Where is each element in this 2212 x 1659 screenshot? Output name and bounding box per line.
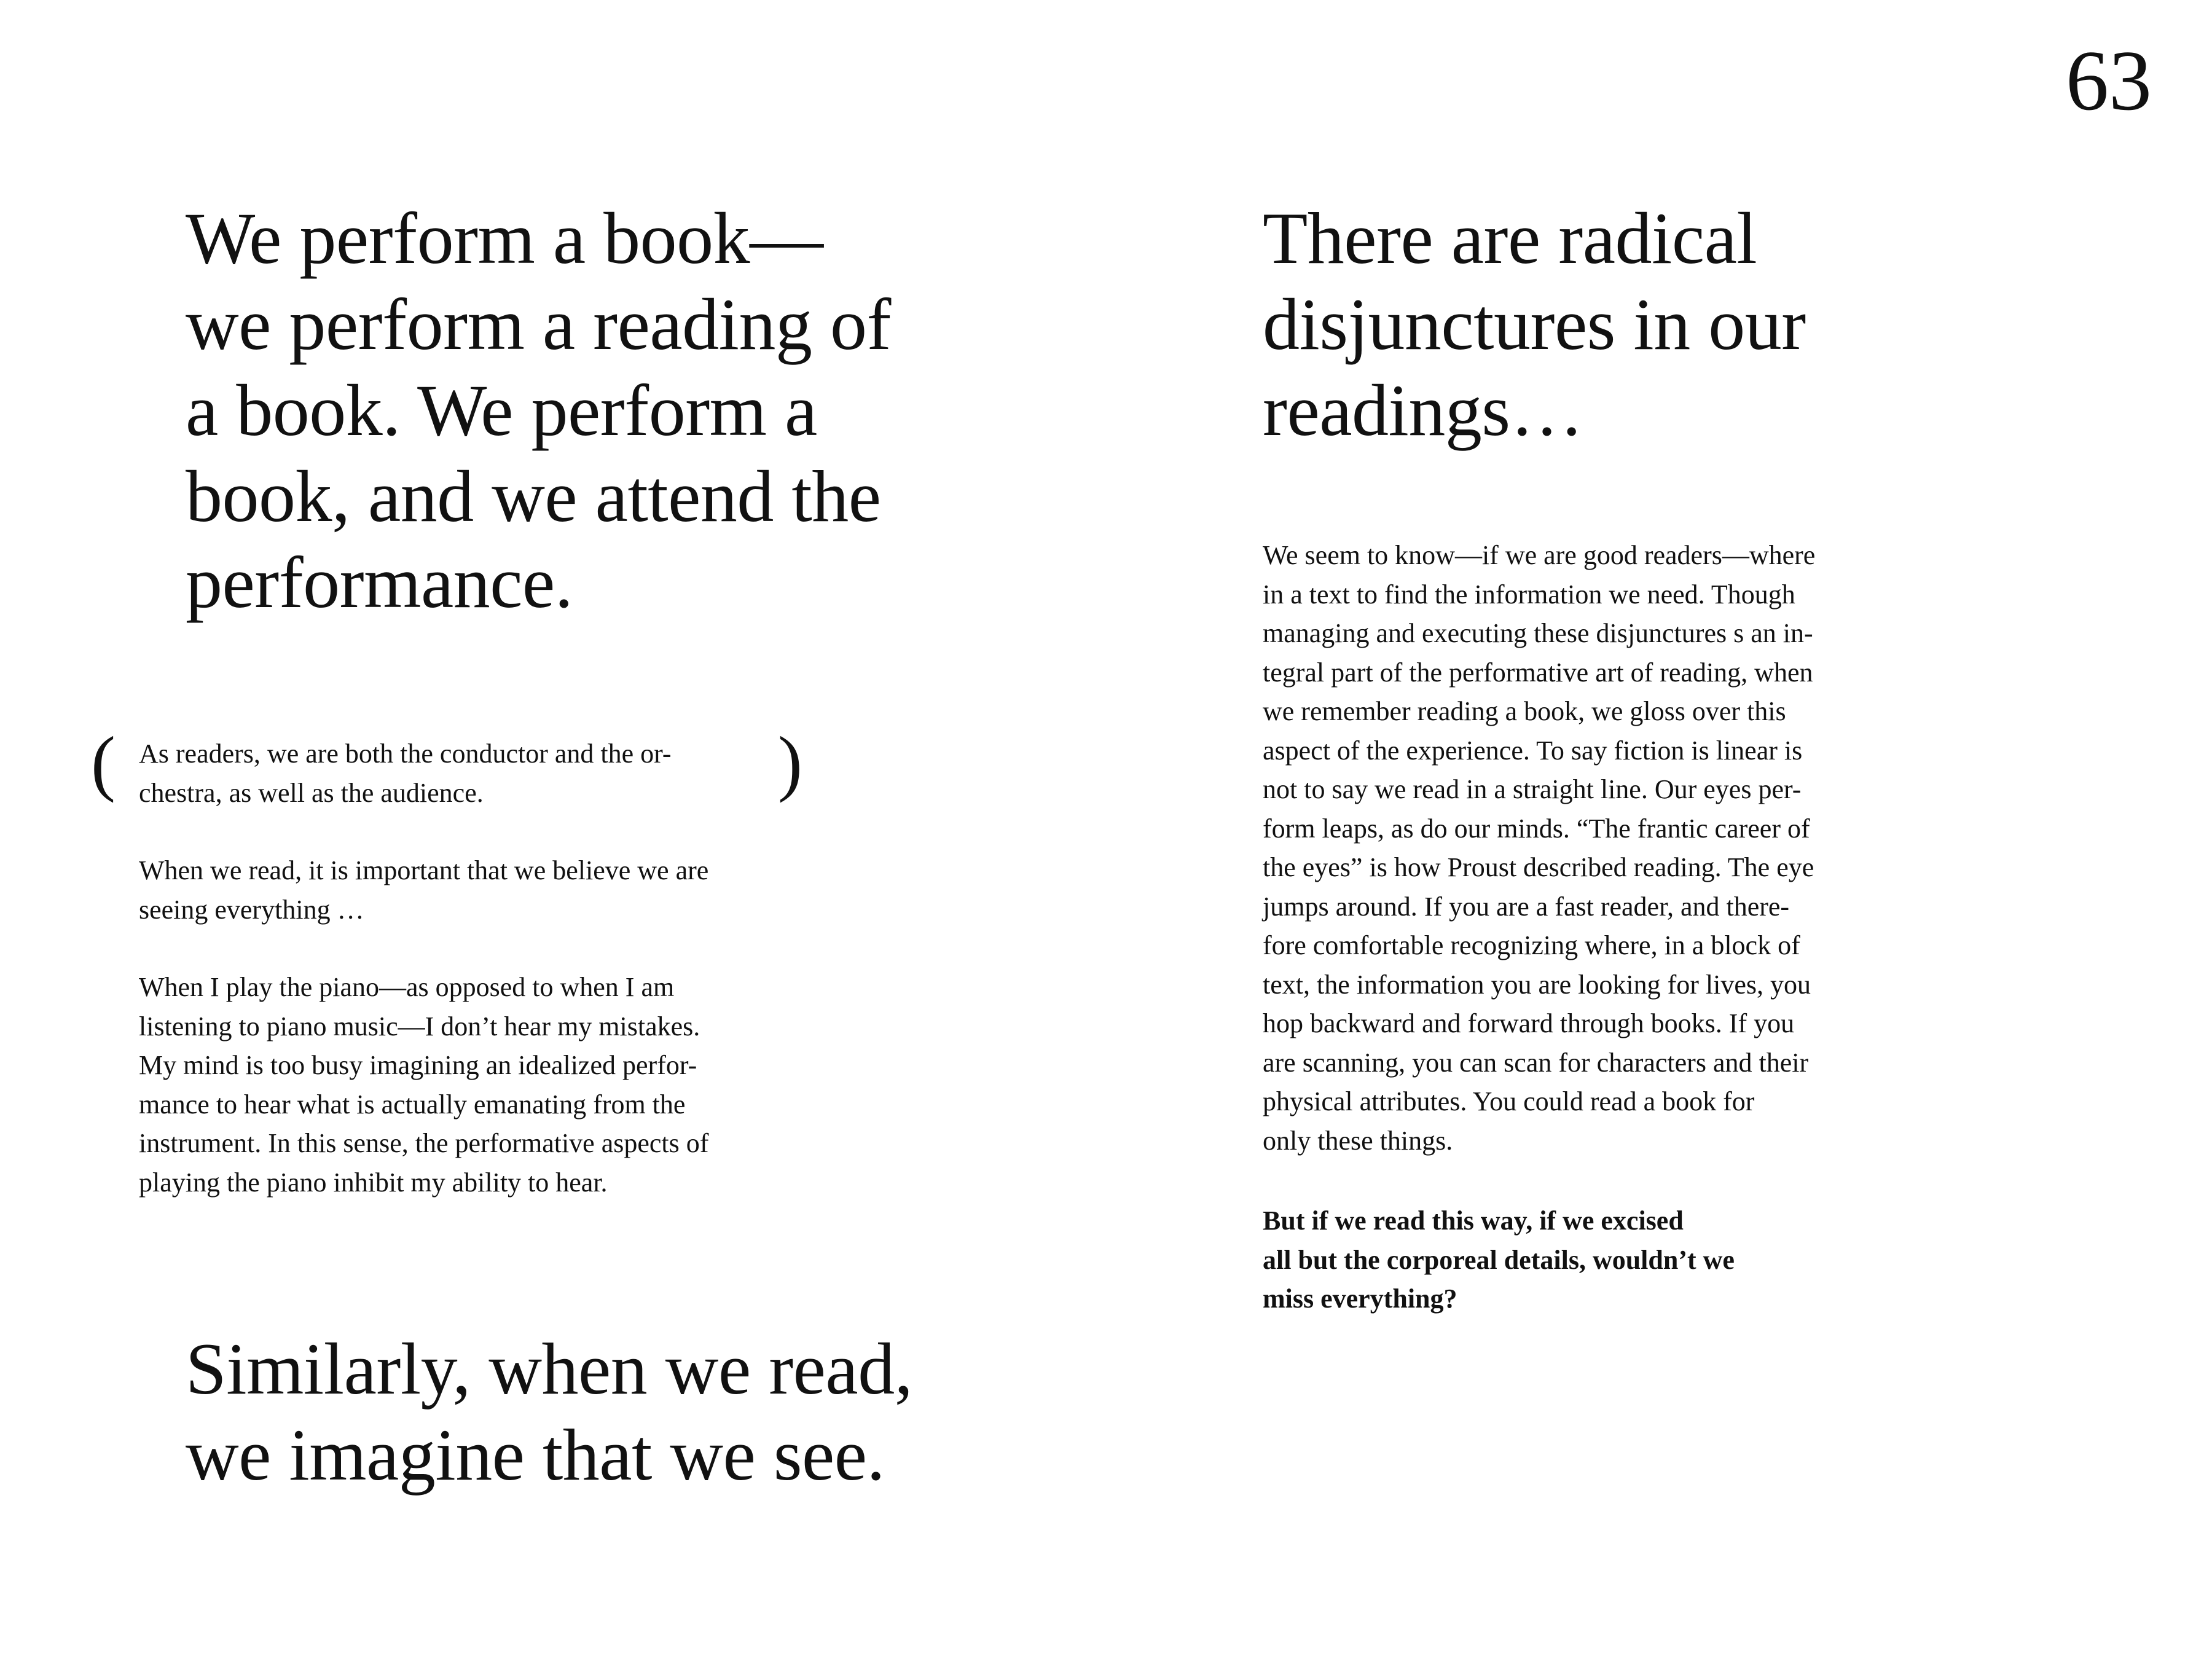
text-line: seeing everything … <box>139 894 364 925</box>
heading-line: we perform a reading of <box>186 283 891 365</box>
text-line: playing the piano inhibit my ability to hear. <box>139 1167 608 1198</box>
heading-line: readings… <box>1263 369 1584 451</box>
bold-question <box>1263 1201 1735 1319</box>
text-line: instrument. In this sense, the performative aspects of <box>139 1128 709 1158</box>
right-heading-text <box>1263 195 2123 453</box>
heading-line: We perform a book— <box>186 197 823 279</box>
right-body <box>1263 536 1815 1160</box>
text-line: aspect of the experience. To say fiction is linear is <box>1263 735 1803 766</box>
closing-line: we imagine that we see. <box>186 1414 885 1496</box>
heading-line: disjunctures in our <box>1263 283 1806 365</box>
text-line: fore comfortable recognizing where, in a block of <box>1263 930 1800 960</box>
closing-line: Similarly, when we read, <box>186 1328 913 1410</box>
bold-line: But if we read this way, if we excised <box>1263 1206 1684 1236</box>
left-heading-text <box>186 195 1046 626</box>
text-line: listening to piano music—I don’t hear my mistakes. <box>139 1011 700 1041</box>
text-line: When we read, it is important that we believe we are <box>139 855 709 885</box>
aside-block <box>91 721 876 1202</box>
closing-text <box>186 1326 912 1498</box>
text-line: mance to hear what is actually emanating from the <box>139 1089 686 1120</box>
text-line: are scanning, you can scan for characters and their <box>1263 1047 1809 1078</box>
text-line: tegral part of the performative art of reading, when <box>1263 657 1813 688</box>
open-parenthesis: ( <box>91 721 116 803</box>
text-line: physical attributes. You could read a book for <box>1263 1086 1755 1116</box>
close-parenthesis: ) <box>778 721 802 803</box>
heading-line: performance. <box>186 541 573 623</box>
aside-paragraph-2 <box>139 851 876 929</box>
text-line: When I play the piano—as opposed to when I am <box>139 972 675 1002</box>
text-line: text, the information you are looking for lives, you <box>1263 969 1811 1000</box>
text-line: My mind is too busy imagining an idealized perfor- <box>139 1050 697 1080</box>
right-body-paragraph <box>1263 536 1815 1160</box>
heading-line: a book. We perform a <box>186 369 817 451</box>
text-line: managing and executing these disjunctures s an in- <box>1263 618 1813 648</box>
page-number: 63 <box>2066 33 2152 128</box>
right-heading <box>1263 195 2123 453</box>
text-line: only these things. <box>1263 1125 1453 1156</box>
aside-paragraph-3 <box>139 968 876 1202</box>
text-line: hop backward and forward through books. If you <box>1263 1008 1795 1038</box>
text-line: jumps around. If you are a fast reader, and there- <box>1263 891 1790 922</box>
text-line: As readers, we are both the conductor and the or- <box>139 739 672 769</box>
bold-line: all but the corporeal details, wouldn’t we <box>1263 1244 1735 1275</box>
text-line: the eyes” is how Proust described reading. The eye <box>1263 852 1814 882</box>
left-heading <box>186 195 1046 626</box>
text-line: we remember reading a book, we gloss over this <box>1263 696 1786 726</box>
text-line: chestra, as well as the audience. <box>139 777 484 808</box>
heading-line: book, and we attend the <box>186 455 881 537</box>
heading-line: There are radical <box>1263 197 1757 279</box>
bold-line: miss everything? <box>1263 1284 1457 1314</box>
aside-paragraph-1 <box>91 721 876 812</box>
text-line: not to say we read in a straight line. Our eyes per- <box>1263 774 1802 804</box>
text-line: We seem to know—if we are good readers—where <box>1263 540 1816 570</box>
text-line: in a text to find the information we need. Though <box>1263 579 1795 610</box>
text-line: form leaps, as do our minds. “The frantic career of <box>1263 813 1810 844</box>
left-closing <box>186 1326 912 1498</box>
